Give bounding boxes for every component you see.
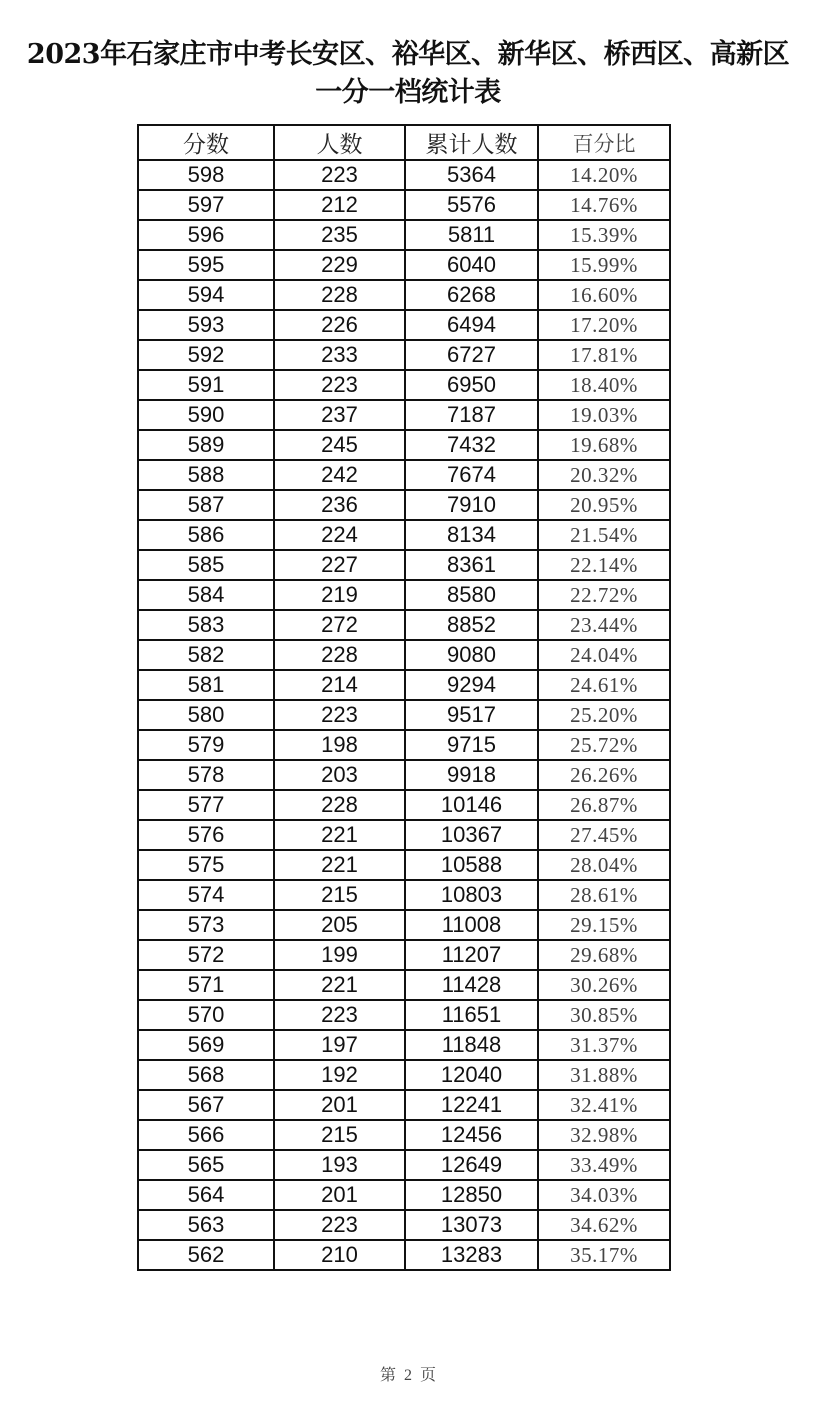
cell-percentage: 31.88% bbox=[538, 1060, 670, 1090]
cell-count: 201 bbox=[274, 1180, 405, 1210]
cell-cumulative: 12241 bbox=[405, 1090, 538, 1120]
cell-cumulative: 13283 bbox=[405, 1240, 538, 1270]
cell-score: 568 bbox=[138, 1060, 274, 1090]
table-row bbox=[138, 1180, 670, 1210]
cell-count: 272 bbox=[274, 610, 405, 640]
table-row bbox=[138, 190, 670, 220]
cell-score: 583 bbox=[138, 610, 274, 640]
cell-percentage: 30.26% bbox=[538, 970, 670, 1000]
cell-cumulative: 12850 bbox=[405, 1180, 538, 1210]
cell-cumulative: 8580 bbox=[405, 580, 538, 610]
cell-count: 203 bbox=[274, 760, 405, 790]
cell-percentage: 22.14% bbox=[538, 550, 670, 580]
table-row bbox=[138, 730, 670, 760]
table-row bbox=[138, 910, 670, 940]
cell-count: 223 bbox=[274, 700, 405, 730]
cell-cumulative: 7187 bbox=[405, 400, 538, 430]
cell-score: 590 bbox=[138, 400, 274, 430]
cell-score: 576 bbox=[138, 820, 274, 850]
cell-cumulative: 6727 bbox=[405, 340, 538, 370]
header-percentage: 百分比 bbox=[538, 125, 670, 160]
cell-count: 223 bbox=[274, 160, 405, 190]
table-row bbox=[138, 1030, 670, 1060]
cell-score: 585 bbox=[138, 550, 274, 580]
cell-count: 227 bbox=[274, 550, 405, 580]
table-row bbox=[138, 490, 670, 520]
cell-percentage: 27.45% bbox=[538, 820, 670, 850]
cell-score: 564 bbox=[138, 1180, 274, 1210]
cell-percentage: 23.44% bbox=[538, 610, 670, 640]
cell-percentage: 32.98% bbox=[538, 1120, 670, 1150]
cell-percentage: 28.04% bbox=[538, 850, 670, 880]
table-header-row bbox=[138, 125, 670, 160]
table-row bbox=[138, 790, 670, 820]
cell-count: 199 bbox=[274, 940, 405, 970]
cell-score: 591 bbox=[138, 370, 274, 400]
cell-score: 596 bbox=[138, 220, 274, 250]
table-row bbox=[138, 220, 670, 250]
table-row bbox=[138, 1090, 670, 1120]
cell-percentage: 16.60% bbox=[538, 280, 670, 310]
cell-percentage: 14.76% bbox=[538, 190, 670, 220]
cell-count: 224 bbox=[274, 520, 405, 550]
cell-cumulative: 12456 bbox=[405, 1120, 538, 1150]
cell-score: 578 bbox=[138, 760, 274, 790]
cell-count: 215 bbox=[274, 1120, 405, 1150]
cell-score: 562 bbox=[138, 1240, 274, 1270]
cell-count: 228 bbox=[274, 790, 405, 820]
cell-score: 581 bbox=[138, 670, 274, 700]
cell-count: 210 bbox=[274, 1240, 405, 1270]
cell-count: 221 bbox=[274, 970, 405, 1000]
document-subtitle: 一分一档统计表 bbox=[315, 77, 501, 108]
table-row bbox=[138, 700, 670, 730]
cell-score: 595 bbox=[138, 250, 274, 280]
cell-percentage: 25.20% bbox=[538, 700, 670, 730]
cell-cumulative: 12649 bbox=[405, 1150, 538, 1180]
cell-count: 233 bbox=[274, 340, 405, 370]
table-row bbox=[138, 1060, 670, 1090]
cell-cumulative: 6494 bbox=[405, 310, 538, 340]
cell-cumulative: 9294 bbox=[405, 670, 538, 700]
cell-percentage: 32.41% bbox=[538, 1090, 670, 1120]
table-row bbox=[138, 1210, 670, 1240]
cell-cumulative: 9918 bbox=[405, 760, 538, 790]
cell-cumulative: 8852 bbox=[405, 610, 538, 640]
cell-cumulative: 9715 bbox=[405, 730, 538, 760]
cell-percentage: 18.40% bbox=[538, 370, 670, 400]
table-row bbox=[138, 1150, 670, 1180]
cell-count: 201 bbox=[274, 1090, 405, 1120]
table-row bbox=[138, 430, 670, 460]
cell-count: 237 bbox=[274, 400, 405, 430]
header-count: 人数 bbox=[274, 125, 405, 160]
cell-score: 572 bbox=[138, 940, 274, 970]
cell-percentage: 15.99% bbox=[538, 250, 670, 280]
cell-count: 245 bbox=[274, 430, 405, 460]
table-row bbox=[138, 1240, 670, 1270]
cell-percentage: 26.26% bbox=[538, 760, 670, 790]
cell-score: 563 bbox=[138, 1210, 274, 1240]
table-row bbox=[138, 880, 670, 910]
page-number: 第 2 页 bbox=[379, 1367, 436, 1384]
cell-score: 567 bbox=[138, 1090, 274, 1120]
cell-count: 215 bbox=[274, 880, 405, 910]
table-body bbox=[138, 160, 670, 1270]
table-row bbox=[138, 940, 670, 970]
cell-score: 589 bbox=[138, 430, 274, 460]
cell-percentage: 14.20% bbox=[538, 160, 670, 190]
cell-cumulative: 11428 bbox=[405, 970, 538, 1000]
cell-percentage: 28.61% bbox=[538, 880, 670, 910]
cell-percentage: 35.17% bbox=[538, 1240, 670, 1270]
score-distribution-table bbox=[137, 124, 671, 1271]
cell-score: 577 bbox=[138, 790, 274, 820]
cell-cumulative: 9517 bbox=[405, 700, 538, 730]
cell-score: 586 bbox=[138, 520, 274, 550]
cell-percentage: 34.03% bbox=[538, 1180, 670, 1210]
cell-count: 214 bbox=[274, 670, 405, 700]
cell-percentage: 19.68% bbox=[538, 430, 670, 460]
document-title: 2023年石家庄市中考长安区、裕华区、新华区、桥西区、高新区 bbox=[26, 39, 790, 70]
table-row bbox=[138, 850, 670, 880]
cell-score: 570 bbox=[138, 1000, 274, 1030]
cell-cumulative: 7910 bbox=[405, 490, 538, 520]
cell-percentage: 25.72% bbox=[538, 730, 670, 760]
table-row bbox=[138, 370, 670, 400]
table-row bbox=[138, 520, 670, 550]
cell-count: 235 bbox=[274, 220, 405, 250]
cell-percentage: 26.87% bbox=[538, 790, 670, 820]
cell-count: 221 bbox=[274, 820, 405, 850]
cell-score: 592 bbox=[138, 340, 274, 370]
cell-cumulative: 8134 bbox=[405, 520, 538, 550]
cell-score: 566 bbox=[138, 1120, 274, 1150]
table-row bbox=[138, 820, 670, 850]
cell-score: 565 bbox=[138, 1150, 274, 1180]
cell-cumulative: 9080 bbox=[405, 640, 538, 670]
cell-count: 219 bbox=[274, 580, 405, 610]
cell-cumulative: 10367 bbox=[405, 820, 538, 850]
table-row bbox=[138, 340, 670, 370]
cell-percentage: 33.49% bbox=[538, 1150, 670, 1180]
table-row bbox=[138, 400, 670, 430]
cell-cumulative: 11008 bbox=[405, 910, 538, 940]
header-cumulative: 累计人数 bbox=[405, 125, 538, 160]
cell-percentage: 30.85% bbox=[538, 1000, 670, 1030]
cell-count: 228 bbox=[274, 280, 405, 310]
cell-cumulative: 7674 bbox=[405, 460, 538, 490]
table-row bbox=[138, 250, 670, 280]
cell-score: 571 bbox=[138, 970, 274, 1000]
cell-count: 242 bbox=[274, 460, 405, 490]
cell-score: 569 bbox=[138, 1030, 274, 1060]
cell-cumulative: 6040 bbox=[405, 250, 538, 280]
cell-count: 198 bbox=[274, 730, 405, 760]
cell-count: 205 bbox=[274, 910, 405, 940]
cell-score: 587 bbox=[138, 490, 274, 520]
table-row bbox=[138, 1000, 670, 1030]
cell-cumulative: 12040 bbox=[405, 1060, 538, 1090]
cell-percentage: 17.81% bbox=[538, 340, 670, 370]
cell-cumulative: 5364 bbox=[405, 160, 538, 190]
cell-cumulative: 7432 bbox=[405, 430, 538, 460]
cell-percentage: 17.20% bbox=[538, 310, 670, 340]
table-row bbox=[138, 670, 670, 700]
table-row bbox=[138, 1120, 670, 1150]
cell-cumulative: 8361 bbox=[405, 550, 538, 580]
cell-cumulative: 11651 bbox=[405, 1000, 538, 1030]
cell-score: 580 bbox=[138, 700, 274, 730]
cell-count: 223 bbox=[274, 1000, 405, 1030]
table-row bbox=[138, 970, 670, 1000]
cell-cumulative: 5811 bbox=[405, 220, 538, 250]
cell-percentage: 21.54% bbox=[538, 520, 670, 550]
cell-score: 582 bbox=[138, 640, 274, 670]
cell-score: 597 bbox=[138, 190, 274, 220]
cell-count: 223 bbox=[274, 1210, 405, 1240]
cell-percentage: 19.03% bbox=[538, 400, 670, 430]
table-row bbox=[138, 160, 670, 190]
table-row bbox=[138, 280, 670, 310]
cell-cumulative: 6950 bbox=[405, 370, 538, 400]
table-row bbox=[138, 460, 670, 490]
cell-score: 573 bbox=[138, 910, 274, 940]
cell-score: 594 bbox=[138, 280, 274, 310]
cell-count: 221 bbox=[274, 850, 405, 880]
cell-percentage: 29.68% bbox=[538, 940, 670, 970]
cell-score: 574 bbox=[138, 880, 274, 910]
cell-cumulative: 13073 bbox=[405, 1210, 538, 1240]
cell-percentage: 29.15% bbox=[538, 910, 670, 940]
cell-cumulative: 10803 bbox=[405, 880, 538, 910]
cell-cumulative: 5576 bbox=[405, 190, 538, 220]
cell-count: 228 bbox=[274, 640, 405, 670]
table-row bbox=[138, 640, 670, 670]
cell-count: 223 bbox=[274, 370, 405, 400]
cell-count: 193 bbox=[274, 1150, 405, 1180]
cell-percentage: 15.39% bbox=[538, 220, 670, 250]
table-row bbox=[138, 550, 670, 580]
cell-percentage: 31.37% bbox=[538, 1030, 670, 1060]
cell-percentage: 24.04% bbox=[538, 640, 670, 670]
cell-score: 575 bbox=[138, 850, 274, 880]
cell-count: 197 bbox=[274, 1030, 405, 1060]
cell-count: 236 bbox=[274, 490, 405, 520]
cell-cumulative: 6268 bbox=[405, 280, 538, 310]
cell-cumulative: 10146 bbox=[405, 790, 538, 820]
cell-percentage: 24.61% bbox=[538, 670, 670, 700]
cell-cumulative: 10588 bbox=[405, 850, 538, 880]
cell-percentage: 22.72% bbox=[538, 580, 670, 610]
cell-score: 584 bbox=[138, 580, 274, 610]
table-row bbox=[138, 580, 670, 610]
cell-count: 192 bbox=[274, 1060, 405, 1090]
cell-percentage: 20.95% bbox=[538, 490, 670, 520]
table-row bbox=[138, 760, 670, 790]
cell-count: 212 bbox=[274, 190, 405, 220]
table-row bbox=[138, 310, 670, 340]
cell-percentage: 20.32% bbox=[538, 460, 670, 490]
cell-score: 579 bbox=[138, 730, 274, 760]
cell-count: 229 bbox=[274, 250, 405, 280]
cell-count: 226 bbox=[274, 310, 405, 340]
cell-cumulative: 11848 bbox=[405, 1030, 538, 1060]
cell-score: 588 bbox=[138, 460, 274, 490]
cell-score: 593 bbox=[138, 310, 274, 340]
cell-score: 598 bbox=[138, 160, 274, 190]
cell-percentage: 34.62% bbox=[538, 1210, 670, 1240]
table-row bbox=[138, 610, 670, 640]
cell-cumulative: 11207 bbox=[405, 940, 538, 970]
header-score: 分数 bbox=[138, 125, 274, 160]
